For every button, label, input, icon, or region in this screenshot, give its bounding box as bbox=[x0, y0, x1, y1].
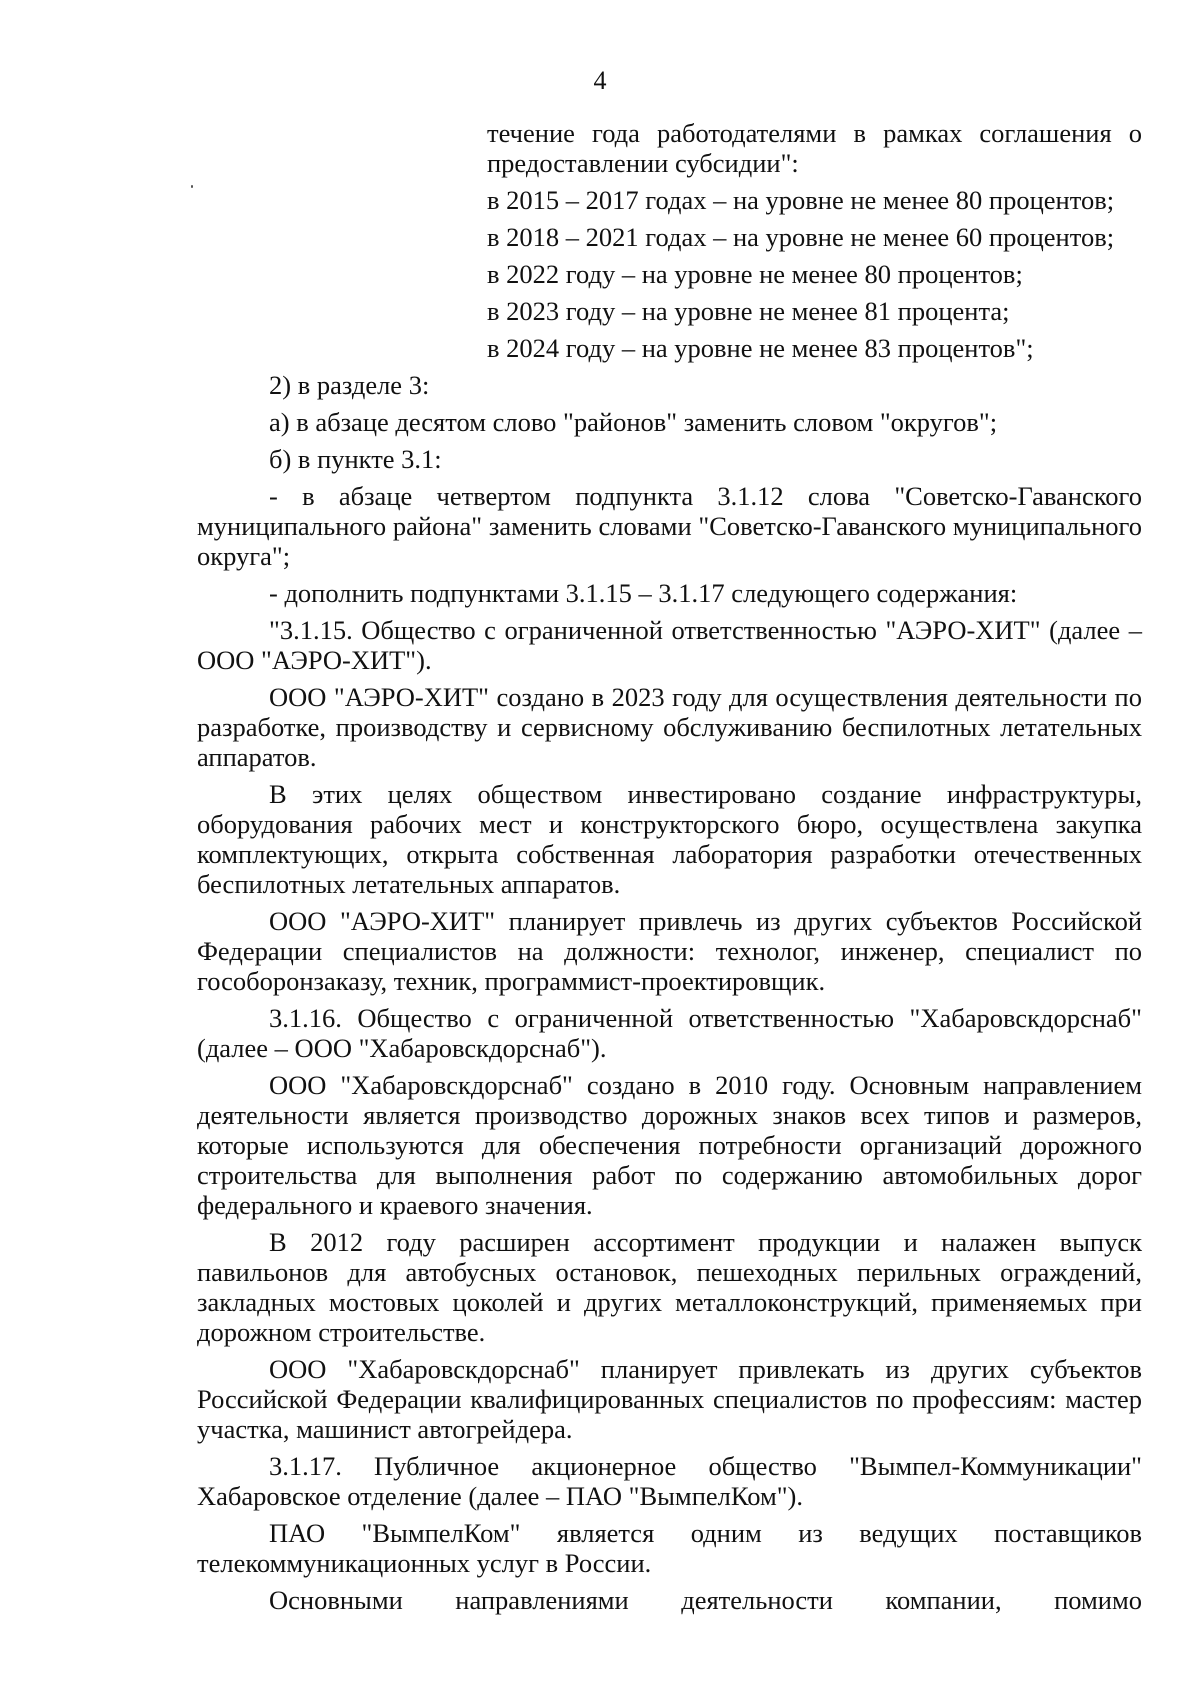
paragraph: б) в пункте 3.1: bbox=[269, 444, 442, 474]
list-line: в 2015 – 2017 годах – на уровне не менее 80 процентов; bbox=[487, 185, 1115, 215]
list-line: в 2018 – 2021 годах – на уровне не менее 60 процентов; bbox=[487, 222, 1115, 252]
paragraph: "3.1.15. Общество с ограниченной ответственностью "АЭРО-ХИТ" (далее – ООО "АЭРО-ХИТ"). bbox=[197, 615, 1142, 675]
paragraph: - в абзаце четвертом подпункта 3.1.12 слова "Советско-Гаванского муниципального района" заменить словами "Советско-Гаванского муниципального округа"; bbox=[197, 481, 1142, 571]
paragraph: ООО "Хабаровскдорснаб" планирует привлекать из других субъектов Российской Федерации квалифицированных специалистов по профессиям: мастер участка, машинист автогрейдера. bbox=[197, 1354, 1142, 1444]
scan-speck bbox=[191, 185, 193, 188]
list-line: в 2022 году – на уровне не менее 80 процентов; bbox=[487, 259, 1023, 289]
page-number: 4 bbox=[593, 66, 607, 95]
paragraph: 3.1.17. Публичное акционерное общество "Вымпел-Коммуникации" Хабаровское отделение (далее – ПАО "ВымпелКом"). bbox=[197, 1451, 1142, 1511]
list-line: в 2024 году – на уровне не менее 83 процентов"; bbox=[487, 333, 1034, 363]
paragraph: ООО "Хабаровскдорснаб" создано в 2010 году. Основным направлением деятельности является производство дорожных знаков всех типов и размеров, которые используются для обеспечения потребности организаций дорожного строительства для выполнения работ по содержанию автомобильных дорог федерального и краевого значения. bbox=[197, 1070, 1142, 1220]
list-lead: течение года работодателями в рамках соглашения о предоставлении субсидии": bbox=[487, 118, 1142, 178]
paragraph: а) в абзаце десятом слово "районов" заменить словом "округов"; bbox=[269, 407, 998, 437]
paragraph: Основными направлениями деятельности компании, помимо bbox=[269, 1585, 1142, 1615]
paragraph: В 2012 году расширен ассортимент продукции и налажен выпуск павильонов для автобусных остановок, пешеходных перильных ограждений, закладных мостовых цоколей и других металлоконструкций, применяемых при дорожном строительстве. bbox=[197, 1227, 1142, 1347]
document-body bbox=[197, 118, 1142, 1615]
paragraph: - дополнить подпунктами 3.1.15 – 3.1.17 следующего содержания: bbox=[269, 578, 1018, 608]
paragraph: ООО "АЭРО-ХИТ" планирует привлечь из других субъектов Российской Федерации специалистов на должности: технолог, инженер, специалист по гособоронзаказу, техник, программист-проектировщик. bbox=[197, 906, 1142, 996]
list-line: в 2023 году – на уровне не менее 81 процента; bbox=[487, 296, 1010, 326]
paragraph: 2) в разделе 3: bbox=[269, 370, 430, 400]
paragraph: ПАО "ВымпелКом" является одним из ведущих поставщиков телекоммуникационных услуг в России. bbox=[197, 1518, 1142, 1578]
paragraph: 3.1.16. Общество с ограниченной ответственностью "Хабаровскдорснаб" (далее – ООО "Хабаровскдорснаб"). bbox=[197, 1003, 1142, 1063]
paragraph: В этих целях обществом инвестировано создание инфраструктуры, оборудования рабочих мест и конструкторского бюро, осуществлена закупка комплектующих, открыта собственная лаборатория разработки отечественных беспилотных летательных аппаратов. bbox=[197, 779, 1142, 899]
paragraph: ООО "АЭРО-ХИТ" создано в 2023 году для осуществления деятельности по разработке, производству и сервисному обслуживанию беспилотных летательных аппаратов. bbox=[197, 682, 1142, 772]
continued-list-block bbox=[487, 118, 1142, 363]
